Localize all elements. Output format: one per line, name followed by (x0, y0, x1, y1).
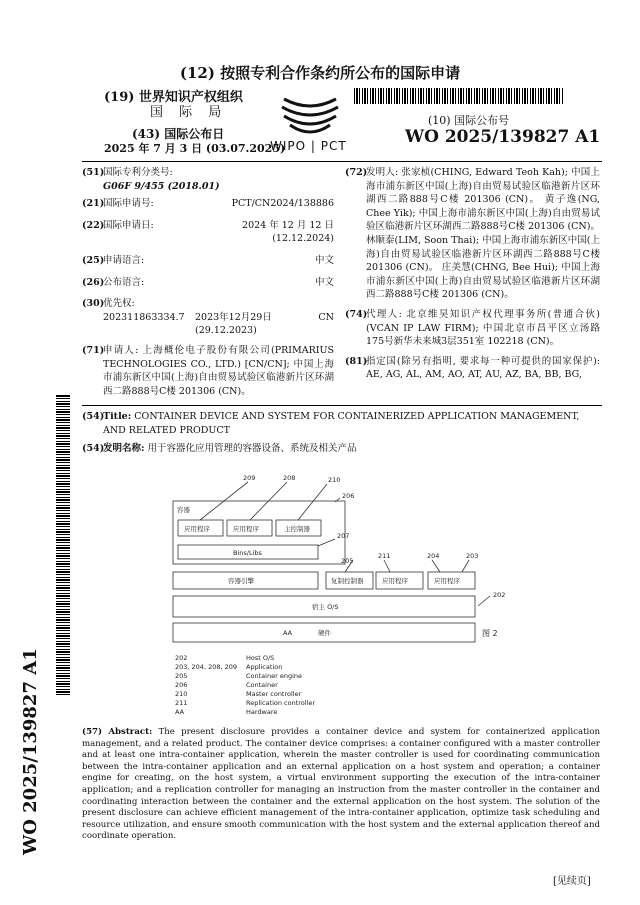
legend-desc: Container (246, 681, 278, 689)
title-zh: (54) 发明名称: 用于容器化应用管理的容器设备、系统及相关产品 (82, 443, 357, 454)
pub-date-label: (43) 国际公布日 (132, 127, 225, 141)
field-label: 国际专利分类号: (103, 167, 173, 178)
legend-desc: Master controller (246, 690, 302, 698)
legend-code: 206 (175, 681, 188, 689)
ext-app-label: 应用程序 (434, 577, 460, 585)
ref-202: 202 (493, 591, 506, 599)
ref-207: 207 (337, 532, 350, 540)
ipc-class: G06F 9/455 (2018.01) (103, 180, 220, 192)
field-25: (25) 申请语言: 中文 (82, 254, 334, 266)
legend-code: 202 (175, 654, 188, 662)
ref-210: 210 (328, 476, 341, 484)
hw-aa-label: AA (283, 629, 293, 637)
org-bureau: 国 际 局 (150, 105, 228, 120)
side-pub-number: WO 2025/139827 A1 (20, 648, 41, 855)
agent: 代理人: 北京维昊知识产权代理事务所(普通合伙) (VCAN IP LAW FIRM); 中国北京市昌平区立汤路175号新华未来城3层351室 102218 (CN)。 (366, 308, 600, 348)
legend-desc: Hardware (246, 708, 278, 716)
continued-note: [见续页] (553, 876, 591, 887)
priority-entry: 202311863334.7 2023年12月29日 (29.12.2023) CN (103, 311, 334, 337)
field-51: (51) 国际专利分类号: G06F 9/455 (2018.01) (82, 166, 334, 193)
legend-code: 211 (175, 699, 188, 707)
ref-208: 208 (283, 474, 296, 482)
title-en: (54) Title: CONTAINER DEVICE AND SYSTEM FOR CONTAINERIZED APPLICATION MANAGEMENT, AND RELATED PRODUCT (82, 411, 580, 436)
field-21: (21) 国际申请号: PCT/CN2024/138886 (82, 198, 334, 210)
document-title: (12) 按照专利合作条约所公布的国际申请 (179, 64, 461, 82)
inventors: 发明人: 张家桢(CHING, Edward Teoh Kah); 中国上海市浦东新区中国(上海)自由贸易试验区临港新片区环湖西二路888号C楼 201306 (CN)。 黄子逸(NG, Chee Yik); 中国上海市浦东新区中国(上海)自由贸易试验区临港新片区环湖西二路888号C楼 201306 (CN)。 林顺泰(LIM, Soon Thai); 中国上海市浦东新区中国(上海)自由贸易试验区临港新片区环湖西二路888号C楼 201306 (CN)。 庄美慧(CHNG, Bee Hui); 中国上海市浦东新区中国(上海)自由贸易试验区临港新片区环湖西二路888号C楼 201306 (CN)。 (366, 167, 600, 301)
ref-209: 209 (243, 474, 256, 482)
legend-desc: Host O/S (246, 654, 275, 662)
field-22: (22) 国际申请日: 2024 年 12 月 12 日 (12.12.2024) (82, 219, 334, 245)
master-label: 主控制器 (284, 525, 310, 533)
app-label: 应用程序 (233, 525, 259, 533)
ref-211: 211 (378, 552, 391, 560)
designated-states: 指定国(除另有指明, 要求每一种可提供的国家保护): AE, AG, AL, AM, AO, AT, AU, AZ, BA, BB, BG, (366, 355, 600, 381)
org-name: (19) 世界知识产权组织 (104, 90, 243, 105)
engine-label: 容器引擎 (228, 577, 254, 585)
figure-legend (175, 654, 315, 716)
legend-code: AA (175, 708, 185, 716)
application-number: PCT/CN2024/138886 (231, 198, 334, 210)
legend-desc: Replication controller (246, 699, 316, 707)
field-26: (26) 公布语言: 中文 (82, 276, 334, 288)
field-30: (30) 优先权: 202311863334.7 2023年12月29日 (29.12.2023) CN (82, 298, 334, 337)
legend-desc: Container engine (246, 672, 302, 680)
side-barcode-icon (56, 395, 70, 695)
app-label: 应用程序 (184, 525, 210, 533)
field-74: (74) 代理人: 北京维昊知识产权代理事务所(普通合伙) (VCAN IP LAW FIRM); 中国北京市昌平区立汤路175号新华未来城3层351室 102218 (CN)。 (345, 308, 600, 348)
legend-code: 210 (175, 690, 188, 698)
replication-label: 复制控制器 (331, 577, 364, 585)
container-label: 容器 (177, 506, 190, 514)
bins-label: Bins/Libs (233, 549, 262, 557)
field-71: (71) 申请人: 上海概伦电子股份有限公司(PRIMARIUS TECHNOLOGIES CO., LTD.) [CN/CN]; 中国上海市浦东新区中国(上海)自由贸易试验区临港新片区环湖西二路888号C楼 201306 (CN)。 (82, 344, 334, 397)
abstract: (57) Abstract: The present disclosure provides a container device and system for containerized application management, and a related product. The container device comprises: a container configured with a master controller and at least one intra-container application, wherein the master controller is used for coordinating communication between the intra-container application and an external application on a host system and operation; a container engine for creating, on the host system, a virtual environment supporting the execution of the intra-container application; and a replication controller for managing an instruction from the master controller in the container and coordinating interaction between the container and the external application on the host system. The solution of the present disclosure can achieve efficient management of the intra-container application, optimize task scheduling and resource utilization, and ensure smooth communication with the host system and the external application thereof and coordinate operation. (82, 727, 600, 842)
pub-number: WO 2025/139827 A1 (405, 127, 601, 147)
applicant: 申请人: 上海概伦电子股份有限公司(PRIMARIUS TECHNOLOGIES CO., LTD.) [CN/CN]; 中国上海市浦东新区中国(上海)自由贸易试验区临港新片区环湖西二路888号C楼 201306 (CN)。 (103, 344, 334, 397)
wipo-logo-text: WIPO | PCT (270, 139, 347, 153)
ref-203: 203 (466, 552, 479, 560)
figure-label: 图 2 (482, 629, 498, 638)
field-81: (81) 指定国(除另有指明, 要求每一种可提供的国家保护): AE, AG, AL, AM, AO, AT, AU, AZ, BA, BB, BG, (345, 355, 600, 381)
filing-date: 2024 年 12 月 12 日 (12.12.2024) (242, 219, 334, 245)
ref-205: 205 (341, 557, 354, 565)
hw-label: 硬件 (318, 629, 331, 637)
legend-desc: Application (246, 663, 283, 671)
legend-code: 203, 204, 208, 209 (175, 663, 238, 671)
ref-206: 206 (342, 492, 355, 500)
ref-204: 204 (427, 552, 440, 560)
legend-code: 205 (175, 672, 188, 680)
host-os-label: 宿主 O/S (312, 603, 339, 611)
pub-number-label: (10) 国际公布号 (428, 114, 510, 127)
field-72: (72) 发明人: 张家桢(CHING, Edward Teoh Kah); 中国上海市浦东新区中国(上海)自由贸易试验区临港新片区环湖西二路888号C楼 201306 (CN)。 黄子逸(NG, Chee Yik); 中国上海市浦东新区中国(上海)自由贸易试验区临港新片区环湖西二路888号C楼 201306 (CN)。 林顺泰(LIM, Soon Thai); 中国上海市浦东新区中国(上海)自由贸易试验区临港新片区环湖西二路888号C楼 201306 (CN)。 庄美慧(CHNG, Bee Hui); 中国上海市浦东新区中国(上海)自由贸易试验区临港新片区环湖西二路888号C楼 201306 (CN)。 (345, 167, 600, 301)
pub-date: 2025 年 7 月 3 日 (03.07.2025) (104, 142, 286, 155)
ext-app-label: 应用程序 (382, 577, 408, 585)
abstract-text: The present disclosure provides a container device and system for containerized application management, and a related product. The container device comprises: a container configured with a master controller and at least one intra-container application, wherein the master controller is used for coordinating communication between the intra-container application and an external application on a host system and operation; a container engine for creating, on the host system, a virtual environment supporting the execution of the intra-container application; and a replication controller for managing an instruction from the master controller in the container and coordinating interaction between the container and the external application on the host system. The solution of the present disclosure can achieve efficient management of the intra-container application, optimize task scheduling and resource utilization, and ensure smooth communication with the host system and the external application thereof and coordinate operation. (82, 727, 600, 842)
